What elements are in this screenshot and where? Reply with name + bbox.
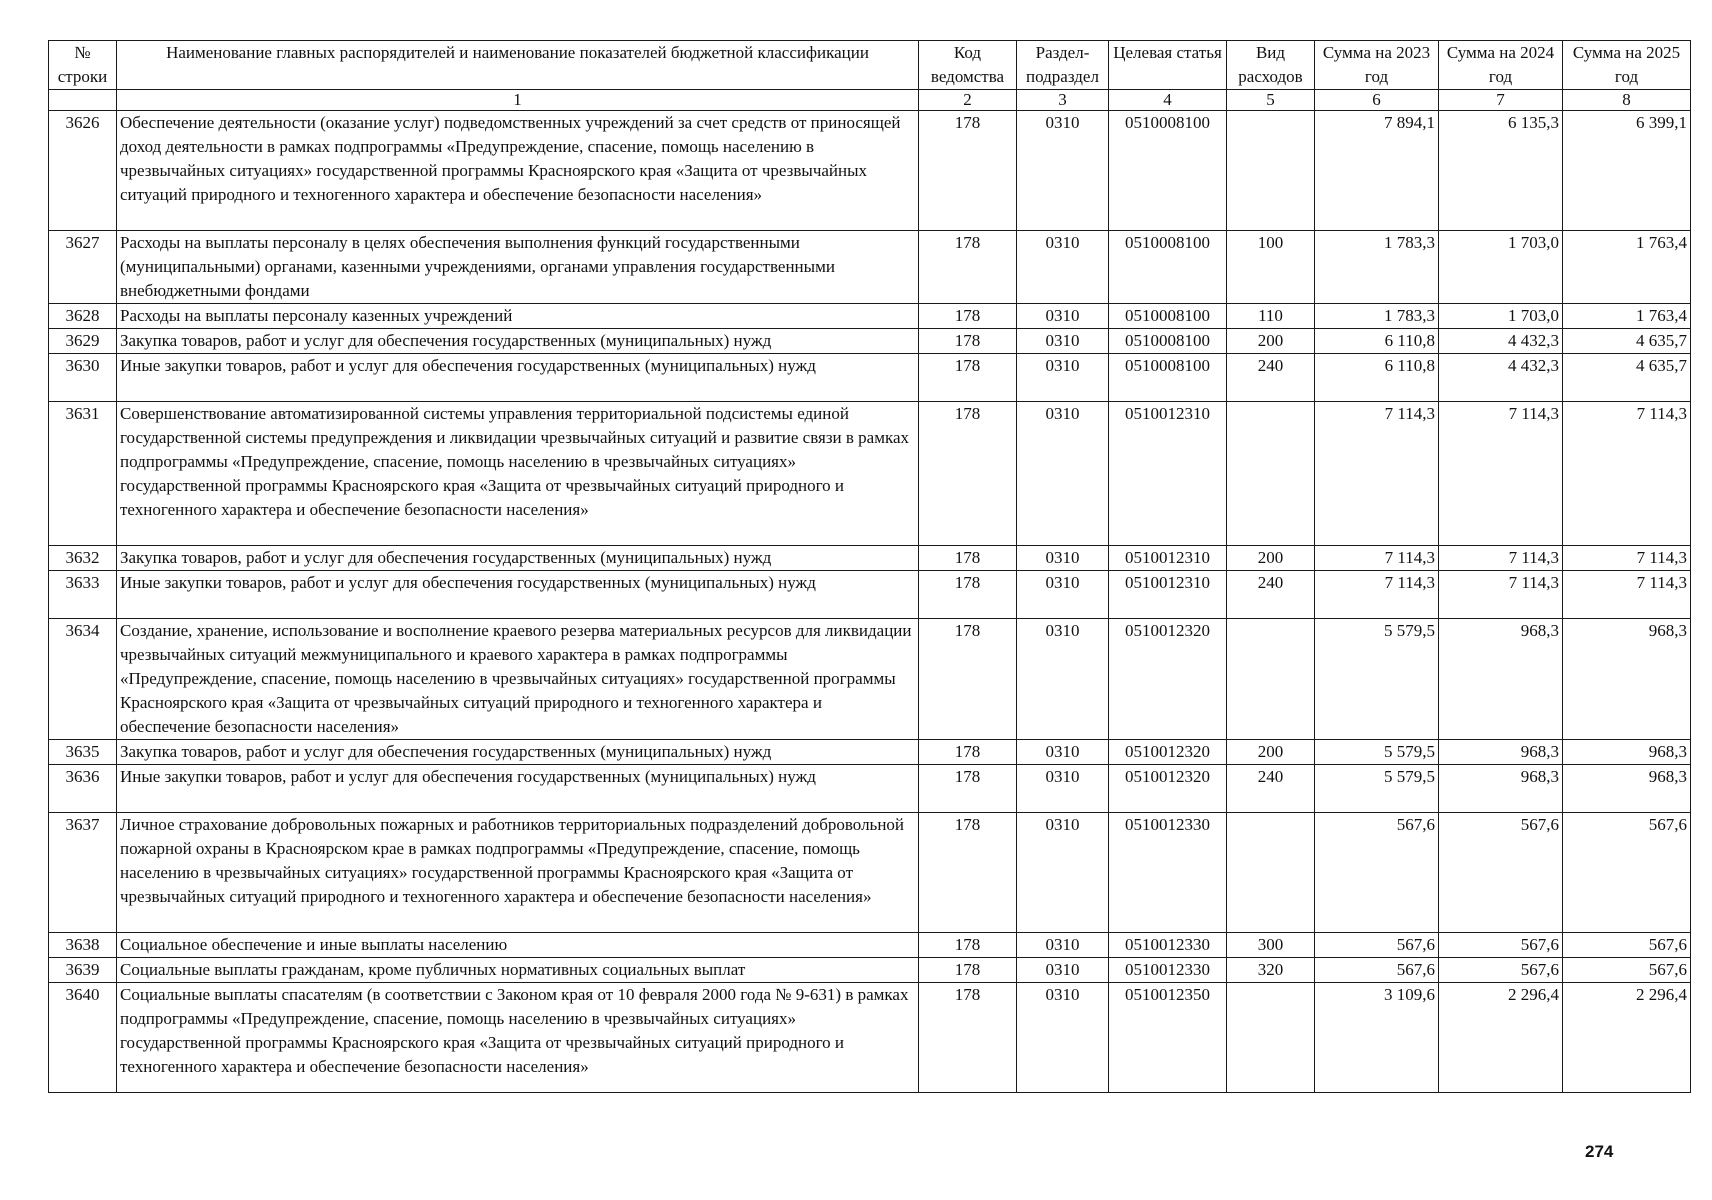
row-sum-2023: 567,6	[1315, 813, 1439, 933]
row-expense-kind: 240	[1227, 571, 1315, 619]
row-sum-2024: 6 135,3	[1439, 111, 1563, 231]
row-target-article: 0510012310	[1109, 546, 1227, 571]
table-row	[49, 231, 1691, 304]
header-sum-2023: Сумма на 2023 год	[1315, 41, 1439, 90]
row-expense-kind: 100	[1227, 231, 1315, 304]
row-target-article: 0510012320	[1109, 765, 1227, 813]
row-sum-2023: 7 114,3	[1315, 402, 1439, 546]
row-expense-kind	[1227, 983, 1315, 1093]
row-sum-2024: 1 703,0	[1439, 304, 1563, 329]
row-target-article: 0510008100	[1109, 304, 1227, 329]
row-section: 0310	[1017, 354, 1109, 402]
row-name: Социальные выплаты гражданам, кроме публичных нормативных социальных выплат	[117, 958, 919, 983]
table-row	[49, 402, 1691, 546]
row-section: 0310	[1017, 740, 1109, 765]
row-department-code: 178	[919, 111, 1017, 231]
row-department-code: 178	[919, 933, 1017, 958]
table-row	[49, 304, 1691, 329]
row-department-code: 178	[919, 546, 1017, 571]
row-name: Иные закупки товаров, работ и услуг для обеспечения государственных (муниципальных) нужд	[117, 765, 919, 813]
row-department-code: 178	[919, 231, 1017, 304]
row-target-article: 0510012330	[1109, 958, 1227, 983]
column-number: 6	[1315, 90, 1439, 111]
row-expense-kind: 200	[1227, 740, 1315, 765]
header-row-number: № строки	[49, 41, 117, 90]
row-sum-2023: 7 114,3	[1315, 546, 1439, 571]
row-department-code: 178	[919, 813, 1017, 933]
row-sum-2025: 7 114,3	[1563, 571, 1691, 619]
table-row	[49, 765, 1691, 813]
row-department-code: 178	[919, 304, 1017, 329]
row-section: 0310	[1017, 619, 1109, 740]
row-number: 3629	[49, 329, 117, 354]
row-sum-2024: 968,3	[1439, 765, 1563, 813]
row-department-code: 178	[919, 765, 1017, 813]
row-sum-2024: 567,6	[1439, 813, 1563, 933]
row-expense-kind	[1227, 619, 1315, 740]
table-header-row	[49, 41, 1691, 90]
table-row	[49, 983, 1691, 1093]
column-number-row	[49, 90, 1691, 111]
row-sum-2025: 567,6	[1563, 958, 1691, 983]
column-number	[49, 90, 117, 111]
row-sum-2025: 6 399,1	[1563, 111, 1691, 231]
budget-table	[48, 40, 1691, 1093]
row-name: Закупка товаров, работ и услуг для обеспечения государственных (муниципальных) нужд	[117, 329, 919, 354]
row-name: Социальные выплаты спасателям (в соответствии с Законом края от 10 февраля 2000 года № 9-631) в рамках подпрограммы «Предупреждение, спасение, помощь населению в чрезвычайных ситуациях» государственной программы Красноярского края «Защита от чрезвычайных ситуаций природного и техногенного характера и обеспечение безопасности населения»	[117, 983, 919, 1093]
row-section: 0310	[1017, 933, 1109, 958]
row-sum-2023: 7 894,1	[1315, 111, 1439, 231]
row-section: 0310	[1017, 571, 1109, 619]
row-number: 3640	[49, 983, 117, 1093]
column-number: 8	[1563, 90, 1691, 111]
row-number: 3626	[49, 111, 117, 231]
row-section: 0310	[1017, 329, 1109, 354]
row-section: 0310	[1017, 304, 1109, 329]
table-row	[49, 933, 1691, 958]
table-body	[49, 111, 1691, 1093]
table-row	[49, 354, 1691, 402]
row-number: 3638	[49, 933, 117, 958]
row-name: Закупка товаров, работ и услуг для обеспечения государственных (муниципальных) нужд	[117, 740, 919, 765]
row-target-article: 0510012310	[1109, 402, 1227, 546]
page-number: 274	[1585, 1142, 1614, 1161]
row-number: 3636	[49, 765, 117, 813]
row-number: 3633	[49, 571, 117, 619]
row-name: Расходы на выплаты персоналу казенных учреждений	[117, 304, 919, 329]
row-target-article: 0510012320	[1109, 740, 1227, 765]
row-sum-2024: 2 296,4	[1439, 983, 1563, 1093]
row-expense-kind: 240	[1227, 765, 1315, 813]
header-sum-2024: Сумма на 2024 год	[1439, 41, 1563, 90]
row-name: Совершенствование автоматизированной системы управления территориальной подсистемы единой государственной системы предупреждения и ликвидации чрезвычайных ситуаций и развитие связи в рамках подпрограммы «Предупреждение, спасение, помощь населению в чрезвычайных ситуациях» государственной программы Красноярского края «Защита от чрезвычайных ситуаций природного и техногенного характера и обеспечение безопасности населения»	[117, 402, 919, 546]
row-department-code: 178	[919, 402, 1017, 546]
table-row	[49, 740, 1691, 765]
row-sum-2024: 1 703,0	[1439, 231, 1563, 304]
table-row	[49, 813, 1691, 933]
row-sum-2024: 968,3	[1439, 619, 1563, 740]
row-sum-2025: 7 114,3	[1563, 402, 1691, 546]
row-section: 0310	[1017, 958, 1109, 983]
header-sum-2025: Сумма на 2025 год	[1563, 41, 1691, 90]
row-department-code: 178	[919, 619, 1017, 740]
row-sum-2024: 4 432,3	[1439, 329, 1563, 354]
row-sum-2024: 7 114,3	[1439, 571, 1563, 619]
row-sum-2025: 7 114,3	[1563, 546, 1691, 571]
row-name: Создание, хранение, использование и восполнение краевого резерва материальных ресурсов для ликвидации чрезвычайных ситуаций межмуниципального и краевого характера в рамках подпрограммы «Предупреждение, спасение, помощь населению в чрезвычайных ситуациях» государственной программы Красноярского края «Защита от чрезвычайных ситуаций природного и техногенного характера и обеспечение безопасности населения»	[117, 619, 919, 740]
row-sum-2023: 5 579,5	[1315, 619, 1439, 740]
row-target-article: 0510008100	[1109, 231, 1227, 304]
row-sum-2025: 968,3	[1563, 740, 1691, 765]
row-expense-kind: 300	[1227, 933, 1315, 958]
column-number: 7	[1439, 90, 1563, 111]
row-sum-2024: 968,3	[1439, 740, 1563, 765]
row-sum-2023: 3 109,6	[1315, 983, 1439, 1093]
row-number: 3635	[49, 740, 117, 765]
row-target-article: 0510012310	[1109, 571, 1227, 619]
row-expense-kind	[1227, 111, 1315, 231]
row-sum-2023: 5 579,5	[1315, 765, 1439, 813]
row-section: 0310	[1017, 111, 1109, 231]
budget-table-sheet	[48, 40, 1690, 1093]
row-sum-2025: 1 763,4	[1563, 231, 1691, 304]
row-number: 3639	[49, 958, 117, 983]
row-sum-2023: 6 110,8	[1315, 354, 1439, 402]
row-section: 0310	[1017, 546, 1109, 571]
row-sum-2023: 567,6	[1315, 958, 1439, 983]
table-row	[49, 958, 1691, 983]
column-number: 4	[1109, 90, 1227, 111]
row-sum-2024: 567,6	[1439, 958, 1563, 983]
row-sum-2025: 567,6	[1563, 933, 1691, 958]
row-expense-kind: 320	[1227, 958, 1315, 983]
row-section: 0310	[1017, 765, 1109, 813]
row-target-article: 0510008100	[1109, 354, 1227, 402]
row-department-code: 178	[919, 354, 1017, 402]
row-expense-kind: 200	[1227, 546, 1315, 571]
row-sum-2025: 968,3	[1563, 765, 1691, 813]
row-sum-2025: 968,3	[1563, 619, 1691, 740]
row-sum-2025: 4 635,7	[1563, 329, 1691, 354]
row-department-code: 178	[919, 571, 1017, 619]
table-row	[49, 546, 1691, 571]
row-number: 3637	[49, 813, 117, 933]
row-sum-2025: 2 296,4	[1563, 983, 1691, 1093]
row-department-code: 178	[919, 329, 1017, 354]
row-name: Обеспечение деятельности (оказание услуг) подведомственных учреждений за счет средств от приносящей доход деятельности в рамках подпрограммы «Предупреждение, спасение, помощь населению в чрезвычайных ситуациях» государственной программы Красноярского края «Защита от чрезвычайных ситуаций природного и техногенного характера и обеспечение безопасности населения»	[117, 111, 919, 231]
table-row	[49, 329, 1691, 354]
column-number: 1	[117, 90, 919, 111]
row-sum-2023: 567,6	[1315, 933, 1439, 958]
row-name: Иные закупки товаров, работ и услуг для обеспечения государственных (муниципальных) нужд	[117, 354, 919, 402]
row-sum-2024: 7 114,3	[1439, 546, 1563, 571]
column-number: 3	[1017, 90, 1109, 111]
row-name: Иные закупки товаров, работ и услуг для обеспечения государственных (муниципальных) нужд	[117, 571, 919, 619]
row-expense-kind: 110	[1227, 304, 1315, 329]
row-sum-2023: 7 114,3	[1315, 571, 1439, 619]
row-target-article: 0510012350	[1109, 983, 1227, 1093]
row-section: 0310	[1017, 983, 1109, 1093]
header-name: Наименование главных распорядителей и наименование показателей бюджетной классификации	[117, 41, 919, 90]
row-target-article: 0510012320	[1109, 619, 1227, 740]
row-sum-2024: 567,6	[1439, 933, 1563, 958]
row-name: Расходы на выплаты персоналу в целях обеспечения выполнения функций государственными (муниципальными) органами, казенными учреждениями, органами управления государственными внебюджетными фондами	[117, 231, 919, 304]
row-department-code: 178	[919, 983, 1017, 1093]
row-target-article: 0510012330	[1109, 933, 1227, 958]
row-number: 3632	[49, 546, 117, 571]
row-sum-2025: 567,6	[1563, 813, 1691, 933]
table-row	[49, 111, 1691, 231]
header-section: Раздел-подраздел	[1017, 41, 1109, 90]
row-target-article: 0510008100	[1109, 329, 1227, 354]
row-number: 3631	[49, 402, 117, 546]
header-target-article: Целевая статья	[1109, 41, 1227, 90]
table-row	[49, 619, 1691, 740]
row-number: 3630	[49, 354, 117, 402]
row-sum-2025: 4 635,7	[1563, 354, 1691, 402]
row-name: Личное страхование добровольных пожарных и работников территориальных подразделений добровольной пожарной охраны в Красноярском крае в рамках подпрограммы «Предупреждение, спасение, помощь населению в чрезвычайных ситуациях» государственной программы Красноярского края «Защита от чрезвычайных ситуаций природного и техногенного характера и обеспечение безопасности населения»	[117, 813, 919, 933]
row-section: 0310	[1017, 813, 1109, 933]
row-department-code: 178	[919, 958, 1017, 983]
row-department-code: 178	[919, 740, 1017, 765]
row-expense-kind	[1227, 402, 1315, 546]
row-sum-2023: 6 110,8	[1315, 329, 1439, 354]
row-sum-2023: 1 783,3	[1315, 231, 1439, 304]
row-section: 0310	[1017, 402, 1109, 546]
row-name: Закупка товаров, работ и услуг для обеспечения государственных (муниципальных) нужд	[117, 546, 919, 571]
row-number: 3627	[49, 231, 117, 304]
row-expense-kind: 240	[1227, 354, 1315, 402]
row-number: 3628	[49, 304, 117, 329]
header-expense-kind: Вид расходов	[1227, 41, 1315, 90]
column-number: 2	[919, 90, 1017, 111]
row-expense-kind: 200	[1227, 329, 1315, 354]
row-sum-2025: 1 763,4	[1563, 304, 1691, 329]
row-sum-2023: 5 579,5	[1315, 740, 1439, 765]
row-expense-kind	[1227, 813, 1315, 933]
row-target-article: 0510012330	[1109, 813, 1227, 933]
row-number: 3634	[49, 619, 117, 740]
row-target-article: 0510008100	[1109, 111, 1227, 231]
row-sum-2023: 1 783,3	[1315, 304, 1439, 329]
row-section: 0310	[1017, 231, 1109, 304]
column-number: 5	[1227, 90, 1315, 111]
row-sum-2024: 4 432,3	[1439, 354, 1563, 402]
header-department-code: Код ведомства	[919, 41, 1017, 90]
row-name: Социальное обеспечение и иные выплаты населению	[117, 933, 919, 958]
row-sum-2024: 7 114,3	[1439, 402, 1563, 546]
table-row	[49, 571, 1691, 619]
